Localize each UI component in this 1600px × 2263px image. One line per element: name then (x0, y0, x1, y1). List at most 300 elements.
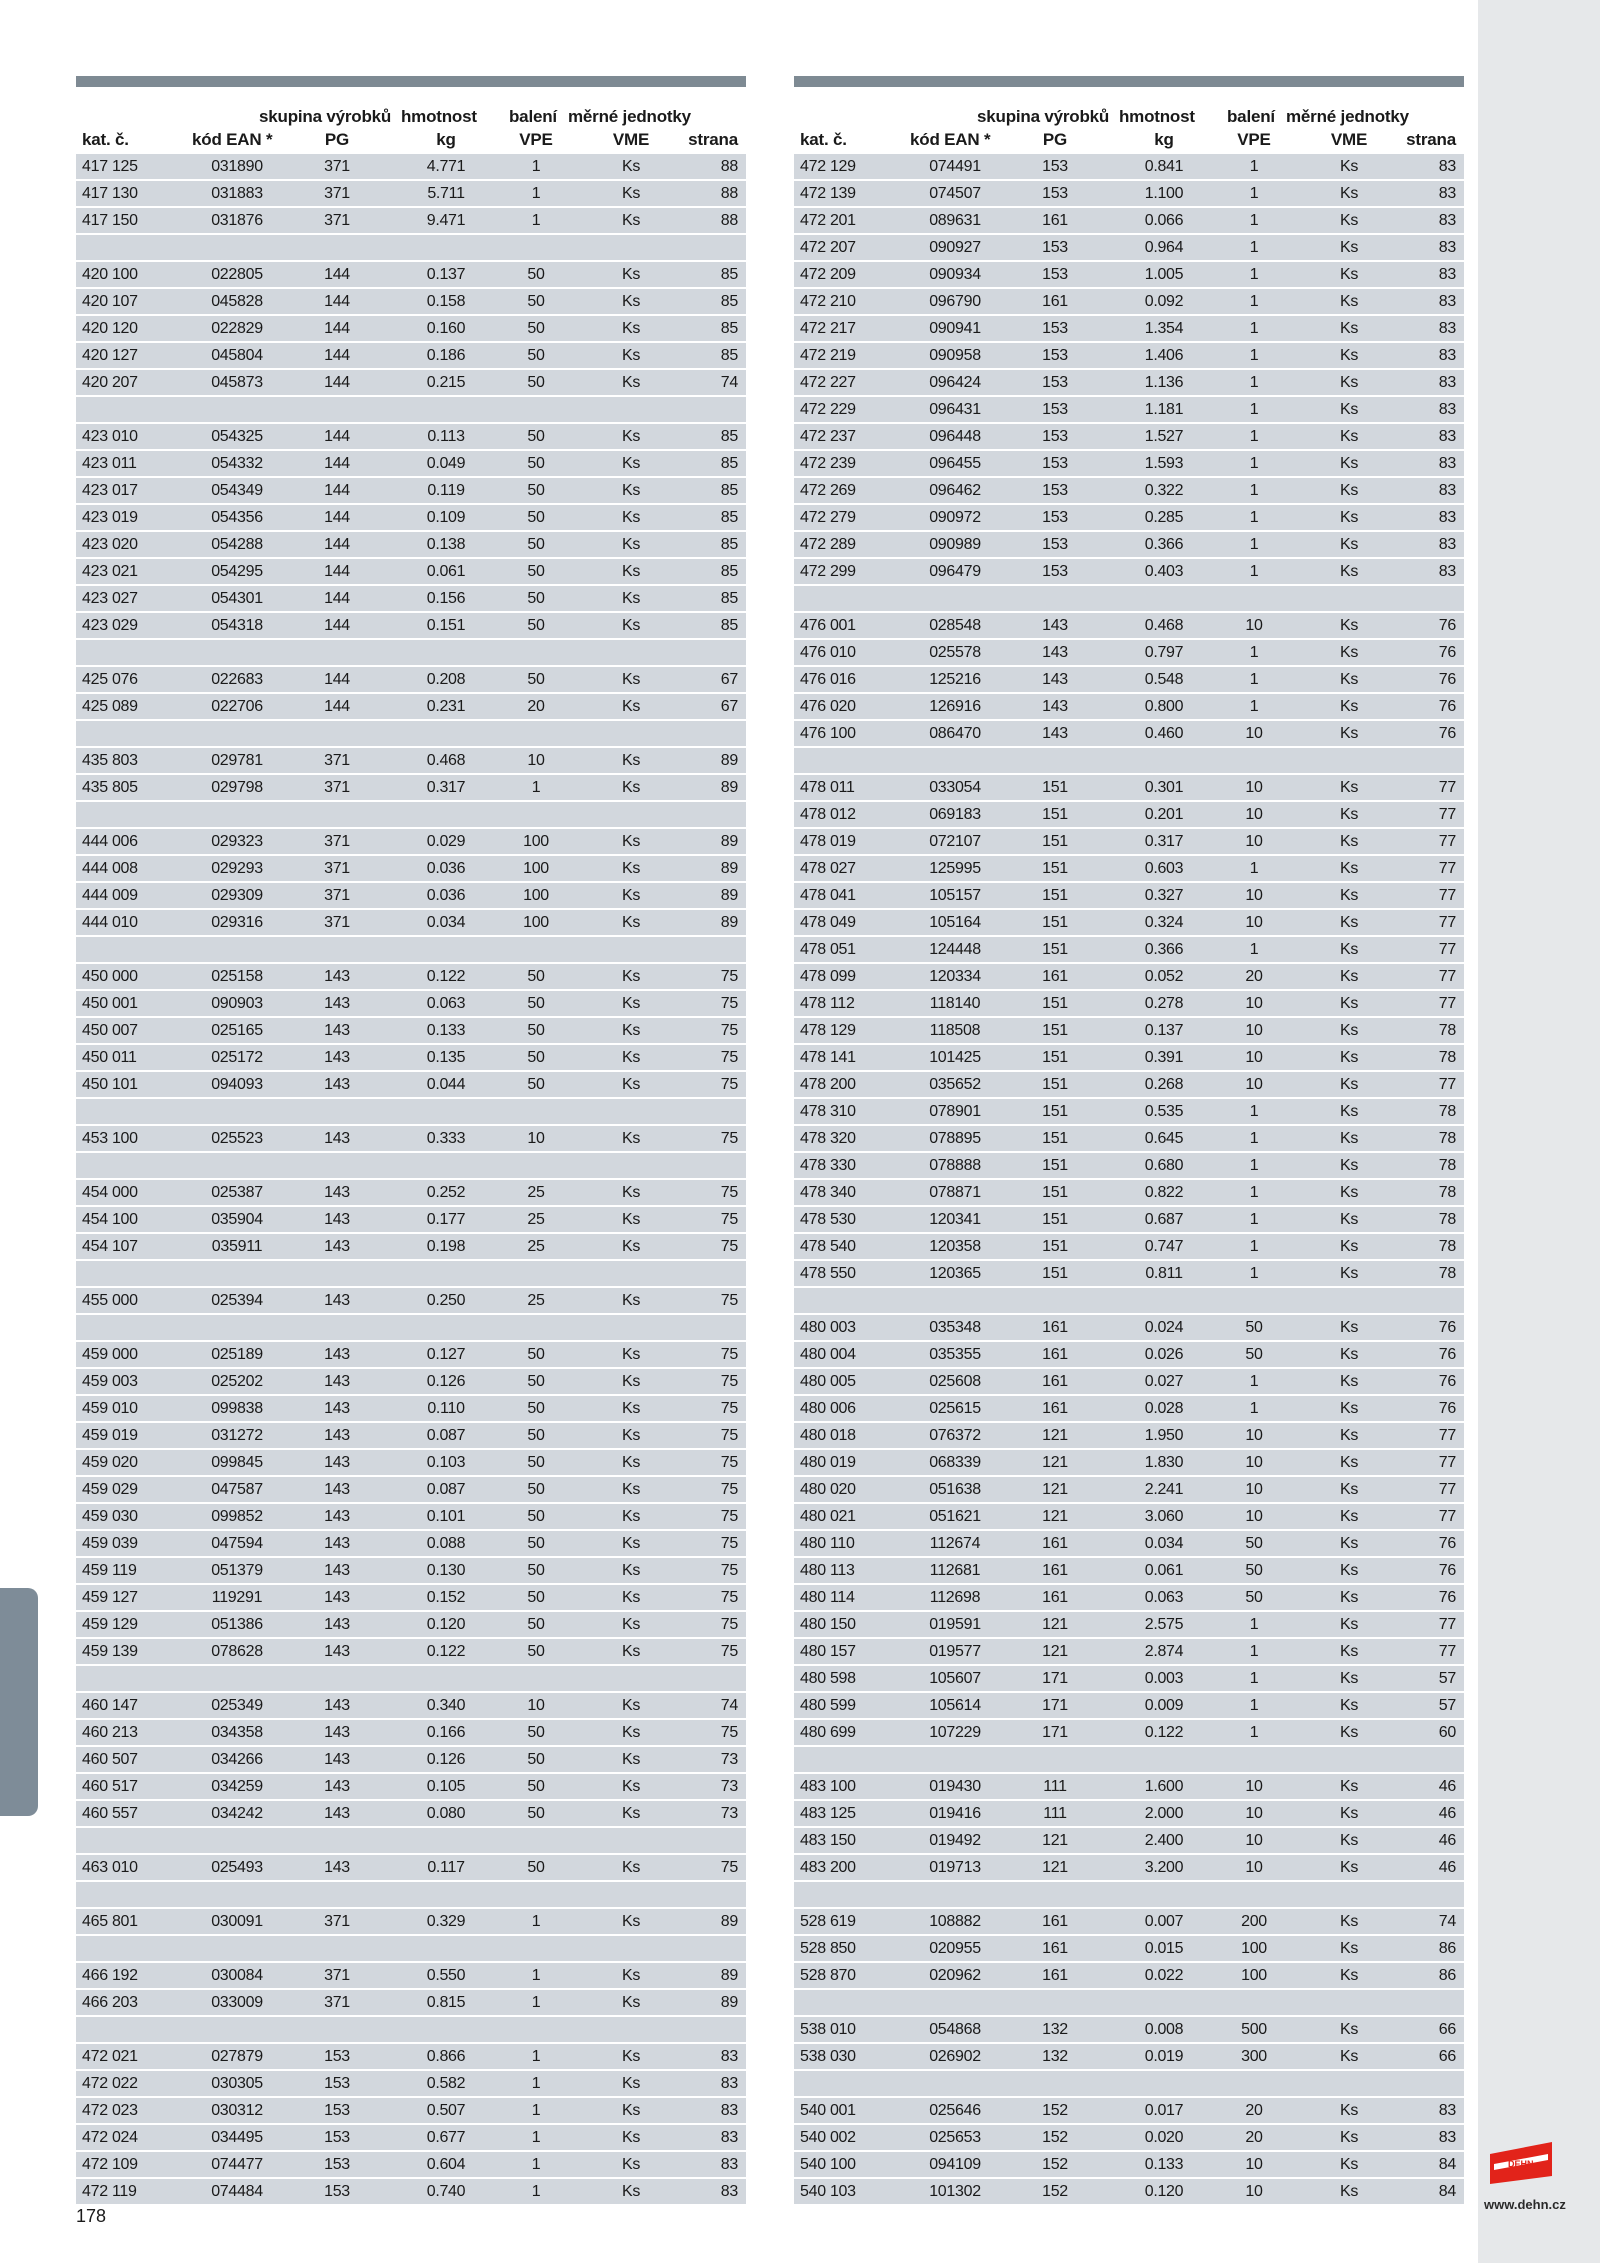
cell-hmotnost: 0.322 (1144, 482, 1184, 499)
table-row (76, 1801, 746, 1826)
cell-kat: 450 001 (82, 995, 138, 1012)
header-pg: PG (1042, 130, 1068, 149)
table-row (794, 1207, 1464, 1232)
cell-kat: 417 130 (82, 185, 138, 202)
cell-hmotnost: 0.007 (1144, 1913, 1184, 1930)
table-row (76, 208, 746, 233)
cell-ean: 034266 (211, 1751, 263, 1768)
table-row-spacer (76, 2017, 746, 2042)
cell-vme: Ks (1339, 968, 1359, 985)
cell-strana: 75 (720, 1562, 738, 1579)
cell-kat: 459 019 (82, 1427, 138, 1444)
cell-hmotnost: 0.088 (426, 1535, 466, 1552)
cell-kat: 460 213 (82, 1724, 138, 1741)
cell-ean: 120358 (929, 1238, 981, 1255)
cell-hmotnost: 0.061 (426, 563, 466, 580)
cell-ean: 025189 (211, 1346, 263, 1363)
cell-vpe: 1 (531, 212, 541, 229)
cell-hmotnost: 2.241 (1144, 1481, 1184, 1498)
cell-pg: 151 (1042, 1103, 1068, 1120)
cell-kat: 480 599 (800, 1697, 856, 1714)
cell-kat: 476 100 (800, 725, 856, 742)
cell-kat: 480 021 (800, 1508, 856, 1525)
cell-ean: 090927 (929, 239, 981, 256)
cell-strana: 76 (1438, 617, 1456, 634)
cell-hmotnost: 2.874 (1144, 1643, 1184, 1660)
cell-strana: 75 (720, 1724, 738, 1741)
table-row (76, 1207, 746, 1232)
cell-vme: Ks (621, 158, 641, 175)
cell-strana: 83 (720, 2183, 738, 2200)
cell-strana: 75 (720, 1373, 738, 1390)
cell-pg: 144 (324, 590, 350, 607)
cell-kat: 472 119 (82, 2183, 137, 2200)
cell-ean: 096479 (929, 563, 981, 580)
header-merne: měrné jednotky (568, 107, 691, 126)
cell-hmotnost: 1.600 (1144, 1778, 1184, 1795)
cell-pg: 144 (324, 347, 350, 364)
cell-ean: 022805 (211, 266, 263, 283)
cell-pg: 151 (1042, 887, 1068, 904)
cell-strana: 75 (720, 1130, 738, 1147)
cell-strana: 75 (720, 1184, 738, 1201)
cell-ean: 029293 (211, 860, 263, 877)
cell-pg: 121 (1042, 1832, 1068, 1849)
cell-kat: 478 540 (800, 1238, 856, 1255)
cell-vme: Ks (1339, 1805, 1359, 1822)
table-row (76, 154, 746, 179)
cell-pg: 151 (1042, 779, 1068, 796)
cell-pg: 143 (324, 1778, 350, 1795)
cell-vpe: 10 (1245, 1778, 1263, 1795)
cell-ean: 069183 (929, 806, 981, 823)
cell-hmotnost: 0.133 (426, 1022, 466, 1039)
cell-ean: 029309 (211, 887, 263, 904)
cell-vpe: 1 (1249, 1670, 1259, 1687)
cell-pg: 371 (324, 1967, 350, 1984)
cell-ean: 047587 (211, 1481, 263, 1498)
cell-ean: 096431 (929, 401, 981, 418)
table-row-spacer (794, 586, 1464, 611)
cell-hmotnost: 1.005 (1144, 266, 1184, 283)
table-row (794, 1045, 1464, 1070)
cell-vpe: 50 (1245, 1346, 1263, 1363)
cell-pg: 153 (324, 2156, 350, 2173)
cell-strana: 85 (720, 482, 738, 499)
cell-hmotnost: 0.201 (1144, 806, 1184, 823)
cell-vme: Ks (621, 1076, 641, 1093)
cell-vme: Ks (1339, 347, 1359, 364)
cell-ean: 051638 (929, 1481, 981, 1498)
cell-ean: 045828 (211, 293, 263, 310)
cell-vpe: 1 (531, 1913, 541, 1930)
cell-kat: 420 127 (82, 347, 138, 364)
cell-ean: 028548 (929, 617, 981, 634)
cell-hmotnost: 0.061 (1144, 1562, 1184, 1579)
cell-pg: 153 (324, 2102, 350, 2119)
cell-vpe: 10 (527, 752, 545, 769)
cell-pg: 153 (1042, 428, 1068, 445)
cell-pg: 143 (324, 1751, 350, 1768)
cell-vme: Ks (1339, 1670, 1359, 1687)
cell-kat: 463 010 (82, 1859, 138, 1876)
cell-ean: 074484 (211, 2183, 263, 2200)
table-row (794, 1477, 1464, 1502)
cell-hmotnost: 0.036 (426, 887, 466, 904)
cell-kat: 444 006 (82, 833, 138, 850)
cell-ean: 035355 (929, 1346, 981, 1363)
cell-vme: Ks (621, 1049, 641, 1066)
cell-pg: 151 (1042, 860, 1068, 877)
cell-kat: 472 237 (800, 428, 856, 445)
table-row (794, 1558, 1464, 1583)
cell-kat: 423 019 (82, 509, 138, 526)
table-row (794, 262, 1464, 287)
cell-kat: 435 805 (82, 779, 138, 796)
cell-hmotnost: 0.034 (1144, 1535, 1184, 1552)
cell-strana: 77 (1438, 1508, 1456, 1525)
cell-vpe: 100 (523, 833, 549, 850)
cell-strana: 75 (720, 1859, 738, 1876)
table-row (794, 451, 1464, 476)
cell-kat: 459 003 (82, 1373, 138, 1390)
cell-ean: 019577 (929, 1643, 981, 1660)
cell-kat: 472 210 (800, 293, 856, 310)
table-row (76, 883, 746, 908)
header-baleni: balení (1227, 107, 1275, 126)
cell-vme: Ks (1339, 644, 1359, 661)
cell-kat: 459 129 (82, 1616, 138, 1633)
cell-strana: 86 (1438, 1940, 1456, 1957)
cell-ean: 112674 (929, 1535, 981, 1552)
cell-kat: 450 000 (82, 968, 138, 985)
cell-vme: Ks (1339, 1562, 1359, 1579)
cell-strana: 83 (1438, 293, 1456, 310)
cell-vpe: 50 (527, 320, 545, 337)
cell-strana: 83 (1438, 2102, 1456, 2119)
cell-kat: 480 018 (800, 1427, 856, 1444)
cell-pg: 132 (1042, 2048, 1068, 2065)
table-row (794, 2152, 1464, 2177)
cell-strana: 77 (1438, 806, 1456, 823)
cell-vpe: 1 (531, 2183, 541, 2200)
cell-ean: 107229 (929, 1724, 981, 1741)
cell-ean: 022829 (211, 320, 263, 337)
cell-pg: 153 (1042, 455, 1068, 472)
cell-ean: 090934 (929, 266, 981, 283)
cell-vme: Ks (621, 347, 641, 364)
cell-pg: 151 (1042, 1076, 1068, 1093)
table-row (794, 2179, 1464, 2204)
table-row (76, 1045, 746, 1070)
table-row (794, 964, 1464, 989)
table-row (794, 856, 1464, 881)
cell-pg: 143 (324, 1859, 350, 1876)
cell-vpe: 1 (531, 1967, 541, 1984)
cell-vpe: 100 (523, 914, 549, 931)
table-row (794, 1720, 1464, 1745)
cell-kat: 478 019 (800, 833, 856, 850)
cell-kat: 423 010 (82, 428, 138, 445)
table-row (76, 1693, 746, 1718)
table-row (794, 1180, 1464, 1205)
cell-ean: 074491 (929, 158, 981, 175)
cell-strana: 77 (1438, 1076, 1456, 1093)
cell-ean: 119291 (211, 1589, 263, 1606)
cell-hmotnost: 0.317 (426, 779, 466, 796)
cell-pg: 161 (1042, 1940, 1068, 1957)
cell-vme: Ks (1339, 293, 1359, 310)
cell-pg: 144 (324, 320, 350, 337)
cell-ean: 096455 (929, 455, 981, 472)
table-row (794, 1639, 1464, 1664)
table-row (794, 2044, 1464, 2069)
cell-pg: 121 (1042, 1616, 1068, 1633)
cell-hmotnost: 0.252 (426, 1184, 466, 1201)
cell-vpe: 1 (531, 2075, 541, 2092)
cell-vpe: 1 (531, 185, 541, 202)
cell-vpe: 25 (527, 1184, 545, 1201)
cell-strana: 89 (720, 779, 738, 796)
cell-vme: Ks (1339, 887, 1359, 904)
cell-strana: 73 (720, 1778, 738, 1795)
cell-hmotnost: 0.133 (1144, 2156, 1184, 2173)
cell-vme: Ks (1339, 1157, 1359, 1174)
cell-ean: 108882 (929, 1913, 981, 1930)
cell-hmotnost: 2.575 (1144, 1616, 1184, 1633)
cell-strana: 83 (1438, 158, 1456, 175)
table-row-spacer (794, 1288, 1464, 1313)
cell-ean: 099838 (211, 1400, 263, 1417)
cell-vpe: 10 (1245, 1076, 1263, 1093)
cell-strana: 76 (1438, 644, 1456, 661)
cell-pg: 371 (324, 887, 350, 904)
cell-ean: 051386 (211, 1616, 263, 1633)
chapter-tab (0, 1588, 38, 1816)
cell-kat: 480 110 (800, 1535, 855, 1552)
table-body-left (76, 154, 746, 2204)
cell-strana: 83 (1438, 455, 1456, 472)
table-row (794, 910, 1464, 935)
cell-vme: Ks (621, 293, 641, 310)
cell-vpe: 50 (1245, 1319, 1263, 1336)
cell-vpe: 100 (523, 860, 549, 877)
cell-strana: 74 (720, 374, 738, 391)
table-row (76, 1747, 746, 1772)
cell-kat: 450 007 (82, 1022, 138, 1039)
cell-ean: 025615 (929, 1400, 981, 1417)
header-hmotnost: hmotnost (1119, 107, 1195, 126)
cell-pg: 153 (1042, 158, 1068, 175)
cell-hmotnost: 0.027 (1144, 1373, 1184, 1390)
cell-kat: 540 103 (800, 2183, 856, 2200)
cell-ean: 030084 (211, 1967, 263, 1984)
cell-vpe: 50 (527, 1373, 545, 1390)
cell-hmotnost: 0.130 (426, 1562, 466, 1579)
cell-kat: 459 119 (82, 1562, 137, 1579)
cell-pg: 143 (1042, 725, 1068, 742)
cell-ean: 030091 (211, 1913, 263, 1930)
cell-ean: 054356 (211, 509, 263, 526)
cell-strana: 78 (1438, 1211, 1456, 1228)
table-row (76, 991, 746, 1016)
cell-hmotnost: 0.008 (1144, 2021, 1184, 2038)
cell-ean: 019416 (929, 1805, 981, 1822)
cell-vpe: 1 (1249, 941, 1259, 958)
cell-ean: 031890 (211, 158, 263, 175)
cell-pg: 144 (324, 374, 350, 391)
cell-vme: Ks (1339, 1940, 1359, 1957)
cell-kat: 476 010 (800, 644, 856, 661)
cell-strana: 83 (1438, 320, 1456, 337)
cell-hmotnost: 0.052 (1144, 968, 1184, 985)
table-header (794, 87, 1464, 154)
table-row (794, 1261, 1464, 1286)
cell-kat: 472 229 (800, 401, 856, 418)
cell-kat: 478 330 (800, 1157, 856, 1174)
cell-hmotnost: 0.604 (426, 2156, 466, 2173)
cell-vme: Ks (1339, 2129, 1359, 2146)
table-row (76, 775, 746, 800)
cell-ean: 094109 (929, 2156, 981, 2173)
cell-ean: 051621 (929, 1508, 981, 1525)
cell-kat: 480 004 (800, 1346, 856, 1363)
header-kat: kat. č. (82, 130, 129, 149)
cell-strana: 77 (1438, 887, 1456, 904)
table-row (794, 1909, 1464, 1934)
cell-strana: 74 (1438, 1913, 1456, 1930)
table-row-spacer (76, 235, 746, 260)
table-header (76, 87, 746, 154)
cell-kat: 480 598 (800, 1670, 856, 1687)
cell-hmotnost: 0.285 (1144, 509, 1184, 526)
cell-ean: 029323 (211, 833, 263, 850)
table-row (794, 1234, 1464, 1259)
cell-strana: 83 (720, 2156, 738, 2173)
cell-pg: 153 (1042, 347, 1068, 364)
cell-pg: 153 (324, 2183, 350, 2200)
cell-vme: Ks (1339, 455, 1359, 472)
cell-hmotnost: 4.771 (426, 158, 466, 175)
table-row (76, 1504, 746, 1529)
cell-ean: 078628 (211, 1643, 263, 1660)
cell-kat: 423 029 (82, 617, 138, 634)
table-row (76, 1072, 746, 1097)
cell-pg: 143 (324, 1535, 350, 1552)
cell-vme: Ks (1339, 698, 1359, 715)
cell-ean: 086470 (929, 725, 981, 742)
cell-vpe: 10 (1245, 779, 1263, 796)
cell-vme: Ks (621, 212, 641, 229)
table-row (794, 154, 1464, 179)
cell-vme: Ks (1339, 158, 1359, 175)
cell-ean: 054868 (929, 2021, 981, 2038)
cell-kat: 483 125 (800, 1805, 856, 1822)
cell-pg: 151 (1042, 1049, 1068, 1066)
cell-kat: 478 049 (800, 914, 856, 931)
cell-ean: 096790 (929, 293, 981, 310)
table-row (76, 1585, 746, 1610)
cell-kat: 472 207 (800, 239, 856, 256)
website-url[interactable]: www.dehn.cz (1484, 2197, 1566, 2212)
cell-strana: 75 (720, 1508, 738, 1525)
cell-hmotnost: 0.550 (426, 1967, 466, 1984)
cell-vpe: 50 (527, 1022, 545, 1039)
table-row (794, 235, 1464, 260)
cell-pg: 171 (1042, 1724, 1068, 1741)
cell-kat: 472 139 (800, 185, 856, 202)
table-row (76, 1855, 746, 1880)
cell-hmotnost: 0.019 (1144, 2048, 1184, 2065)
cell-vpe: 1 (531, 2156, 541, 2173)
cell-ean: 074477 (211, 2156, 263, 2173)
cell-vme: Ks (1339, 617, 1359, 634)
cell-vpe: 1 (1249, 1211, 1259, 1228)
cell-hmotnost: 0.687 (1144, 1211, 1184, 1228)
cell-vpe: 10 (1245, 1022, 1263, 1039)
cell-pg: 161 (1042, 968, 1068, 985)
cell-kat: 538 010 (800, 2021, 856, 2038)
table-row (76, 856, 746, 881)
cell-kat: 435 803 (82, 752, 138, 769)
cell-pg: 111 (1043, 1778, 1067, 1795)
cell-strana: 77 (1438, 1481, 1456, 1498)
cell-strana: 83 (1438, 482, 1456, 499)
cell-kat: 459 000 (82, 1346, 138, 1363)
cell-hmotnost: 0.815 (426, 1994, 466, 2011)
table-row (76, 694, 746, 719)
cell-hmotnost: 0.535 (1144, 1103, 1184, 1120)
cell-vme: Ks (1339, 806, 1359, 823)
cell-kat: 480 699 (800, 1724, 856, 1741)
table-row (794, 424, 1464, 449)
cell-hmotnost: 0.215 (426, 374, 466, 391)
cell-hmotnost: 0.208 (426, 671, 466, 688)
cell-ean: 045873 (211, 374, 263, 391)
cell-hmotnost: 0.063 (426, 995, 466, 1012)
table-row (794, 802, 1464, 827)
cell-kat: 423 021 (82, 563, 138, 580)
cell-pg: 143 (324, 1184, 350, 1201)
cell-vme: Ks (1339, 1346, 1359, 1363)
cell-hmotnost: 0.324 (1144, 914, 1184, 931)
table-row (76, 1612, 746, 1637)
cell-vme: Ks (1339, 509, 1359, 526)
cell-pg: 143 (324, 1049, 350, 1066)
header-strana: strana (688, 130, 738, 149)
cell-ean: 118508 (929, 1022, 981, 1039)
table-row (76, 1369, 746, 1394)
cell-strana: 78 (1438, 1238, 1456, 1255)
cell-strana: 76 (1438, 725, 1456, 742)
cell-ean: 025394 (211, 1292, 263, 1309)
cell-vme: Ks (621, 1481, 641, 1498)
table-row-spacer (794, 1990, 1464, 2015)
table-row (76, 1990, 746, 2015)
table-row-spacer (76, 721, 746, 746)
cell-vme: Ks (621, 1697, 641, 1714)
cell-vpe: 10 (1245, 1805, 1263, 1822)
cell-strana: 77 (1438, 1643, 1456, 1660)
table-row (76, 532, 746, 557)
cell-pg: 152 (1042, 2156, 1068, 2173)
cell-hmotnost: 0.028 (1144, 1400, 1184, 1417)
cell-hmotnost: 0.268 (1144, 1076, 1184, 1093)
table-row (794, 1099, 1464, 1124)
cell-kat: 459 030 (82, 1508, 138, 1525)
cell-vme: Ks (621, 1778, 641, 1795)
cell-vme: Ks (1339, 1724, 1359, 1741)
